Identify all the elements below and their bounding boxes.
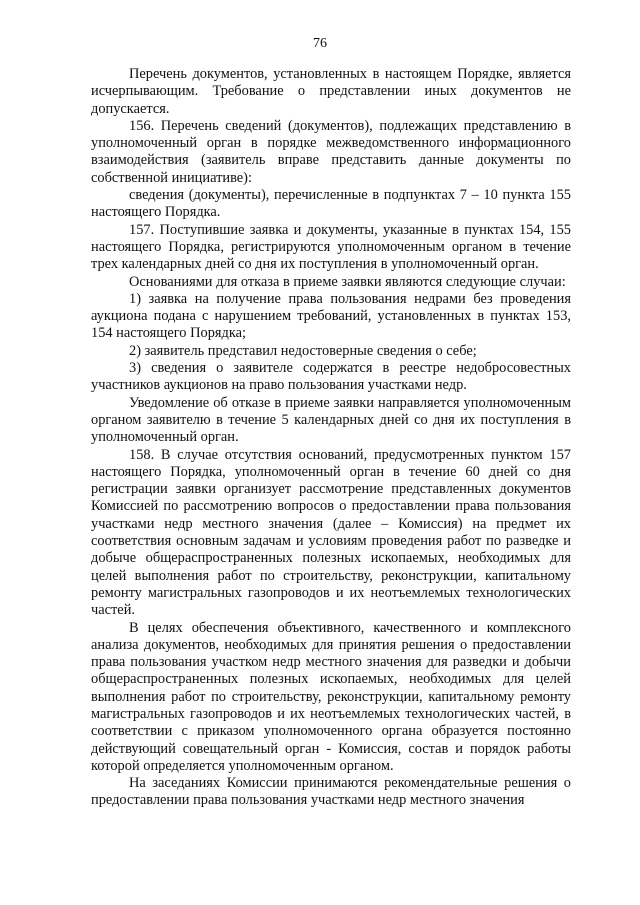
page-number: 76: [313, 36, 327, 51]
paragraph: Основаниями для отказа в приеме заявки являются следующие случаи:: [129, 273, 566, 290]
paragraph: 157. Поступившие заявка и документы, указанные в пунктах 154, 155 настоящего Порядка, регистрируются уполномоченным органом в течение трех календарных дней со дня их поступления в уполномоченный орган.: [91, 221, 571, 273]
paragraph: сведения (документы), перечисленные в подпунктах 7 – 10 пункта 155 настоящего Порядка.: [91, 187, 571, 221]
body-text: [91, 66, 571, 810]
paragraph: 158. В случае отсутствия оснований, предусмотренных пунктом 157 настоящего Порядка, уполномоченный орган в течение 60 дней со дня регистрации заявки организует рассмотрение представленных документов Комиссией по рассмотрению вопросов о предоставлении права пользования участками недр местного значения (далее – Комиссия) на предмет их соответствия основным задачам и условиям проведения работ по разведке и добыче общераспространенных полезных ископаемых, необходимых для целей выполнения работ по строительству, реконструкции, капитальному ремонту магистральных газопроводов и их неотъемлемых технологических частей.: [91, 446, 571, 619]
paragraph: Перечень документов, установленных в настоящем Порядке, является исчерпывающим. Требование о представлении иных документов не допускается.: [91, 66, 571, 117]
paragraph: 3) сведения о заявителе содержатся в реестре недобросовестных участников аукционов на право пользования участками недр.: [91, 360, 571, 394]
paragraph: В целях обеспечения объективного, качественного и комплексного анализа документов, необходимых для принятия решения о предоставлении права пользования участком недр местного значения для разведки и добычи общераспространенных полезных ископаемых, необходимых для целей выполнения работ по строительству, реконструкции, капитальному ремонту магистральных газопроводов и их неотъемлемых технологических частей, в соответствии с приказом уполномоченного органа образуется постоянно действующий совещательный орган - Комиссия, состав и порядок работы которой определяется уполномоченным органом.: [91, 619, 571, 774]
paragraph: 1) заявка на получение права пользования недрами без проведения аукциона подана с нарушением требований, установленных в пунктах 153, 154 настоящего Порядка;: [91, 290, 571, 342]
paragraph: На заседаниях Комиссии принимаются рекомендательные решения о предоставлении права пользования участками недр местного значения: [91, 775, 571, 809]
paragraph: 2) заявитель представил недостоверные сведения о себе;: [129, 342, 477, 359]
paragraph: 156. Перечень сведений (документов), подлежащих представлению в уполномоченный орган в порядке межведомственного информационного взаимодействия (заявитель вправе представить данные документы по собственной инициативе):: [91, 117, 571, 186]
paragraph: Уведомление об отказе в приеме заявки направляется уполномоченным органом заявителю в течение 5 календарных дней со дня их поступления в уполномоченный орган.: [91, 394, 571, 446]
